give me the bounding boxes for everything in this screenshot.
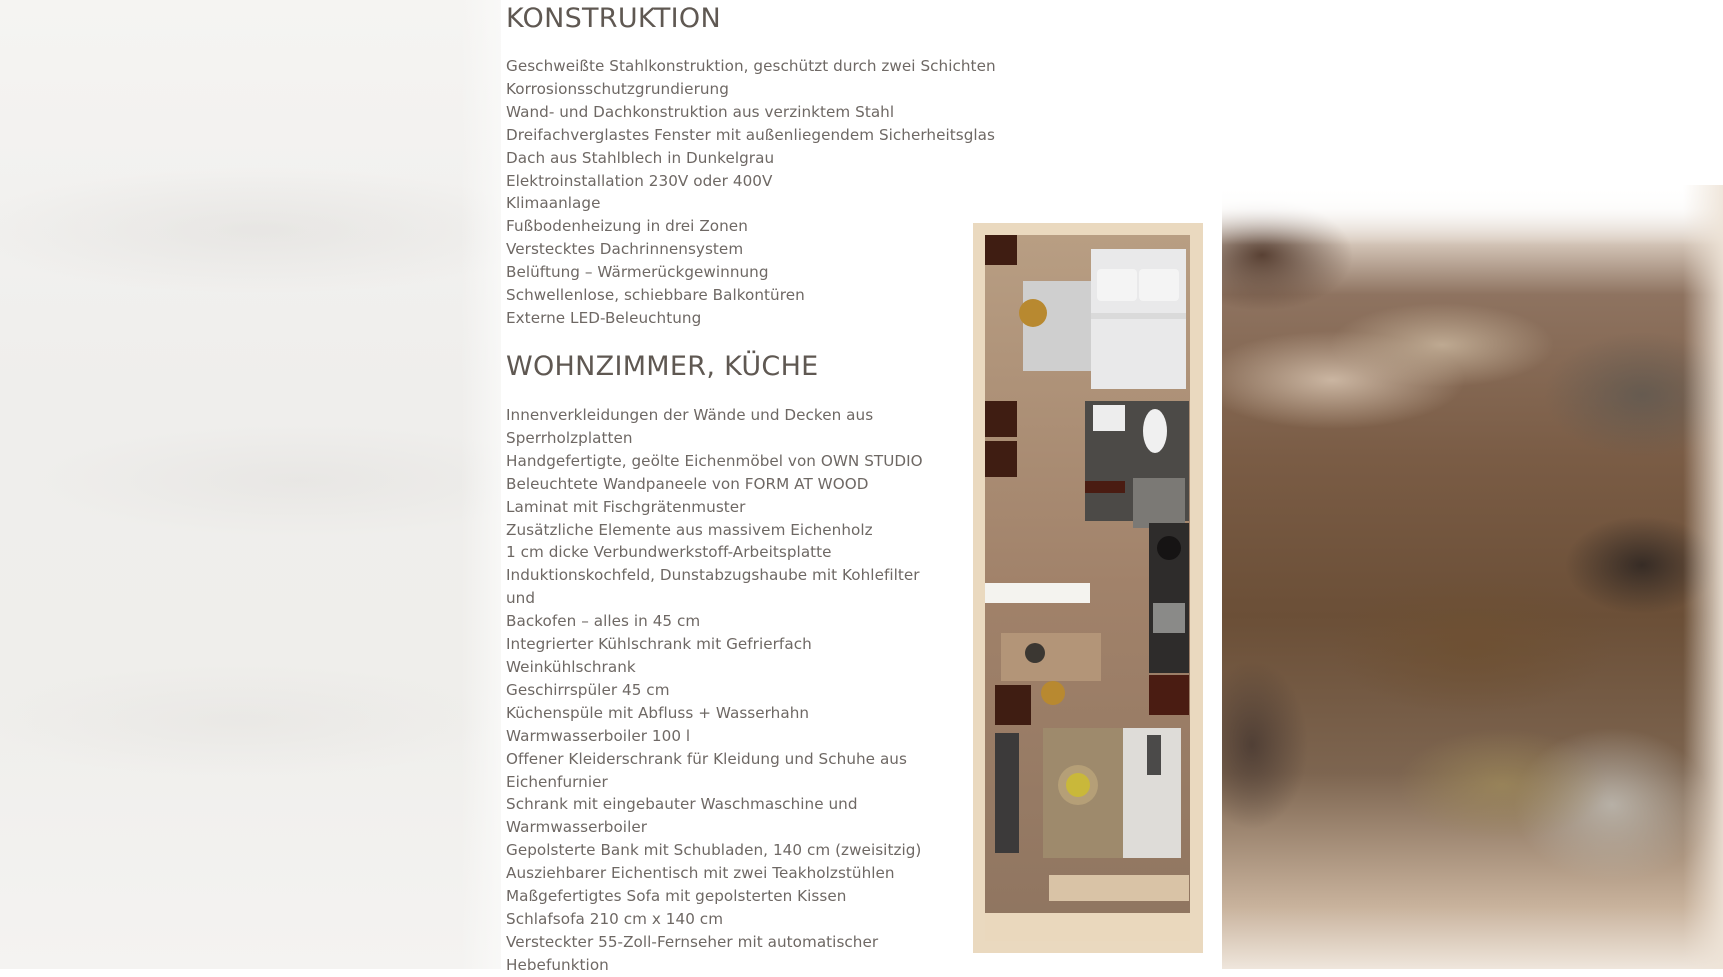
blurred-background-right: [1222, 0, 1723, 969]
blurred-background-left: [0, 0, 501, 969]
wohnzimmer-kueche-list: [506, 404, 946, 977]
list-item: Integrierter Kühlschrank mit Gefrierfach: [506, 635, 812, 654]
list-item: Warmwasserboiler 100 l: [506, 726, 691, 745]
list-item: Geschirrspüler 45 cm: [506, 680, 670, 699]
list-item: Sperrholzplatten: [506, 428, 633, 447]
list-item: 1 cm dicke Verbundwerkstoff-Arbeitsplatte: [506, 543, 832, 562]
list-item: Korrosionsschutzgrundierung: [506, 79, 729, 98]
list-item: Induktionskochfeld, Dunstabzugshaube mit Kohlefilter und: [506, 566, 920, 608]
list-item: Maßgefertigtes Sofa mit gepolsterten Kissen: [506, 887, 847, 906]
list-item: Küchenspüle mit Abfluss + Wasserhahn: [506, 703, 810, 722]
list-item: Geschweißte Stahlkonstruktion, geschützt durch zwei Schichten: [506, 57, 996, 75]
list-item: Gepolsterte Bank mit Schubladen, 140 cm (zweisitzig): [506, 841, 922, 860]
floor-plan-drawing: [973, 223, 1203, 953]
list-item: Schwellenlose, schiebbare Balkontüren: [506, 286, 805, 305]
list-item: Elektroinstallation 230V oder 400V: [506, 171, 773, 190]
list-item: Fußbodenheizung in drei Zonen: [506, 217, 748, 236]
list-item: Warmwasserboiler: [506, 818, 648, 837]
list-item: Beleuchtete Wandpaneele von FORM AT WOOD: [506, 474, 869, 493]
list-item: Backofen – alles in 45 cm: [506, 612, 701, 631]
list-item: Handgefertigte, geölte Eichenmöbel von OWN STUDIO: [506, 451, 923, 470]
section-title-wohnzimmer-kueche: WOHNZIMMER, KÜCHE: [506, 351, 819, 382]
list-item: Zusätzliche Elemente aus massivem Eichenholz: [506, 520, 873, 539]
list-item: Ausziehbarer Eichentisch mit zwei Teakholzstühlen: [506, 864, 895, 883]
list-item: Schrank mit eingebauter Waschmaschine und: [506, 795, 858, 814]
floor-plan-image: [973, 223, 1203, 953]
list-item: Innenverkleidungen der Wände und Decken aus: [506, 406, 874, 424]
list-item: Verstecktes Dachrinnensystem: [506, 240, 744, 259]
blurred-photo: [1222, 185, 1723, 969]
list-item: Laminat mit Fischgrätenmuster: [506, 497, 746, 516]
section-title-konstruktion: KONSTRUKTION: [506, 3, 721, 34]
list-item: Versteckter 55-Zoll-Fernseher mit automatischer: [506, 932, 879, 951]
list-item: Belüftung – Wärmerückgewinnung: [506, 263, 769, 282]
blur-fade-top: [1222, 185, 1723, 245]
list-item: Klimaanlage: [506, 194, 601, 213]
list-item: Wand- und Dachkonstruktion aus verzinktem Stahl: [506, 102, 895, 121]
list-item: Offener Kleiderschrank für Kleidung und Schuhe aus: [506, 749, 907, 768]
konstruktion-list: [506, 55, 1006, 330]
list-item: Schlafsofa 210 cm x 140 cm: [506, 909, 724, 928]
list-item: Dreifachverglastes Fenster mit außenliegendem Sicherheitsglas: [506, 125, 995, 144]
list-item: Externe LED-Beleuchtung: [506, 308, 702, 327]
blur-fade-right: [1683, 185, 1723, 969]
list-item: Weinkühlschrank: [506, 657, 636, 676]
list-item: Hebefunktion: [506, 955, 609, 974]
list-item: Eichenfurnier: [506, 772, 608, 791]
list-item: Dach aus Stahlblech in Dunkelgrau: [506, 148, 775, 167]
